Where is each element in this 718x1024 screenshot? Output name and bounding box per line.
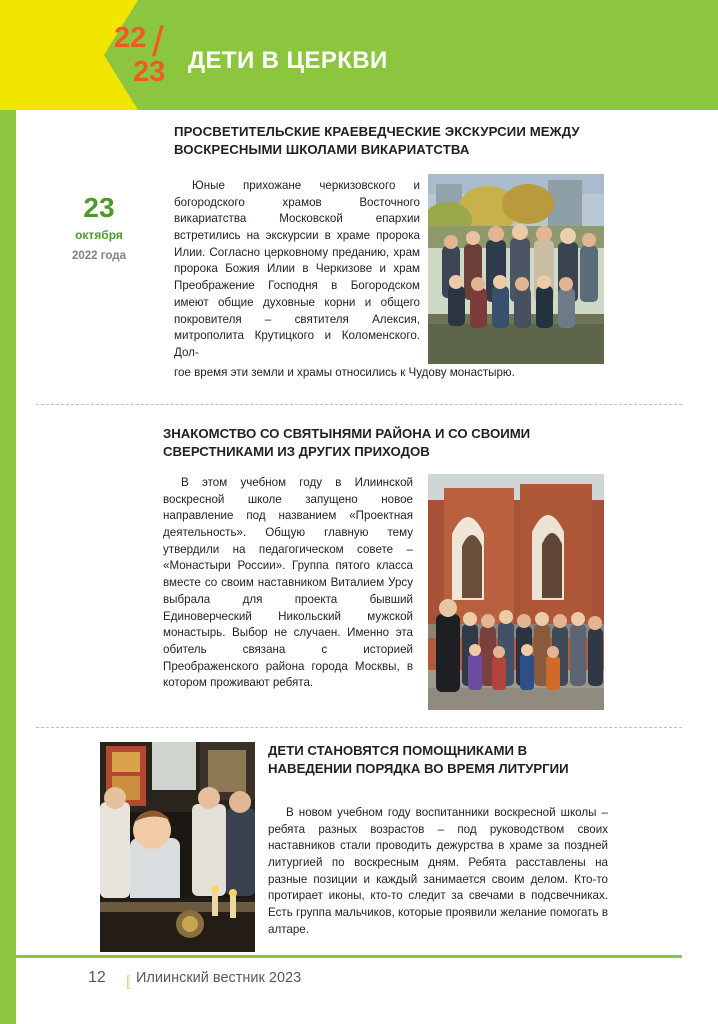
photo-group-at-church bbox=[428, 474, 604, 710]
section-divider-1 bbox=[36, 404, 682, 405]
section-1-text-column: Юные прихожане черкизовского и богородского храмов Восточного викариатства Московской епархии встретились на экскурсии в храме пророка Илии. Согласно церковному преданию, храм пророка Божия Илии в Черкизове и храм Преображение Господня в Богородском имеют общие духовные корни и общего покровителя – святителя Алексия, митрополита Крутицкого и Коломенского. Дол- bbox=[174, 179, 420, 359]
issue-number-slash: / bbox=[152, 18, 164, 65]
date-year: 2022 года bbox=[72, 250, 126, 262]
section-2-text-column: В этом учебном году в Илиинской воскресной школе запущено новое направление под названием «Проектная деятельность». Общую главную тему утвердили на педагогическом совете – «Монастыри России». Группа пятого класса вместе со своим наставником Виталием Урсу выбрала для проекта бывший Единоверческий Никольский мужской монастырь. Выбор не случаен. Именно эта обитель связана с историей Преображенского района города Москвы, в котором проживают ребята. bbox=[163, 476, 413, 690]
section-3-text-column: В новом учебном году воспитанники воскресной школы – ребята разных возрастов – под руководством своих наставников стали проводить дежурства в храме за поздней литургией по воскресным дням. Ребята расставлены на разные позиции и каждый занимается своим делом. Кто-то протирает иконы, кто-то следит за свечами в подсвечниках. Есть группа мальчиков, которые проявили желание помогать в алтаре. bbox=[268, 806, 608, 936]
date-month: октября bbox=[75, 228, 123, 242]
photo-children-candles bbox=[100, 742, 255, 952]
photo-group-at-church-image bbox=[428, 474, 604, 710]
section-divider-2 bbox=[36, 727, 682, 728]
section-1-heading: ПРОСВЕТИТЕЛЬСКИЕ КРАЕВЕДЧЕСКИЕ ЭКСКУРСИИ МЕЖДУ ВОСКРЕСНЫМИ ШКОЛАМИ ВИКАРИАТСТВА bbox=[174, 124, 580, 157]
photo-group-outdoors-image bbox=[428, 174, 604, 364]
photo-group-outdoors bbox=[428, 174, 604, 364]
issue-number-bottom: 23 bbox=[133, 56, 166, 88]
footer-page-number: 12 bbox=[88, 969, 106, 986]
section-2-heading: ЗНАКОМСТВО СО СВЯТЫНЯМИ РАЙОНА И СО СВОИМИ СВЕРСТНИКАМИ ИЗ ДРУГИХ ПРИХОДОВ bbox=[163, 426, 531, 459]
section-3-heading: ДЕТИ СТАНОВЯТСЯ ПОМОЩНИКАМИ В НАВЕДЕНИИ ПОРЯДКА ВО ВРЕМЯ ЛИТУРГИИ bbox=[268, 743, 569, 776]
header-yellow-block bbox=[0, 0, 104, 110]
page-body bbox=[0, 110, 718, 1024]
footer-mark-icon: 〚 bbox=[118, 975, 133, 990]
photo-children-candles-image bbox=[100, 742, 255, 952]
footer-publication-title: Илиинский вестник 2023 bbox=[136, 970, 302, 986]
page-title: ДЕТИ В ЦЕРКВИ bbox=[188, 47, 388, 74]
date-day: 23 bbox=[83, 192, 115, 223]
footer-rule bbox=[16, 955, 682, 958]
section-1-text-wide: гое время эти земли и храмы относились к Чудову монастырю. bbox=[174, 366, 515, 379]
article-date bbox=[39, 194, 159, 262]
issue-number bbox=[108, 18, 200, 92]
page-header bbox=[0, 0, 718, 110]
issue-number-top: 22 bbox=[114, 22, 147, 54]
left-green-rail bbox=[0, 110, 16, 1024]
